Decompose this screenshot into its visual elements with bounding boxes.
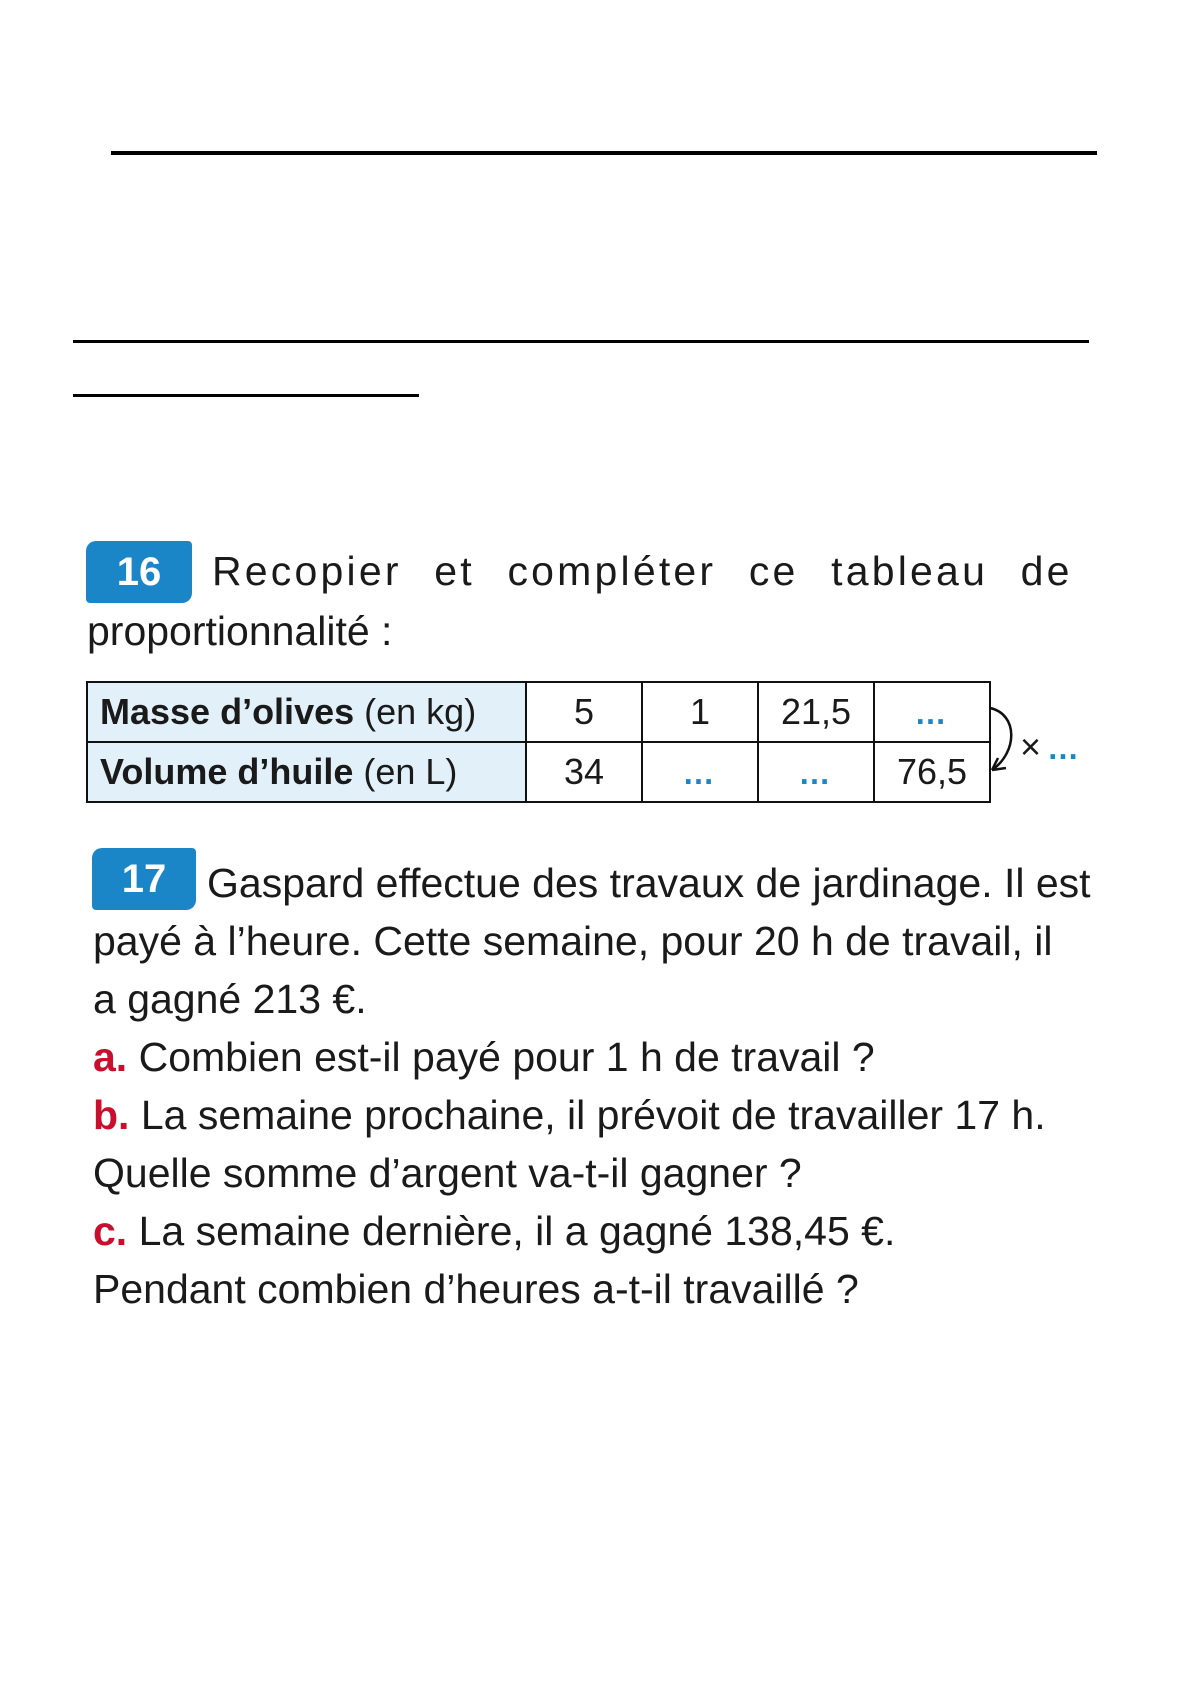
table-cell: 21,5 xyxy=(758,682,874,742)
proportionality-table xyxy=(86,681,991,803)
table-cell: 1 xyxy=(642,682,758,742)
row-header-mass: Masse d’olives (en kg) xyxy=(87,682,526,742)
multiplier-label: × … xyxy=(1020,726,1083,767)
table-cell-blank: … xyxy=(642,742,758,802)
row-header-volume: Volume d’huile (en L) xyxy=(87,742,526,802)
table-cell-blank: … xyxy=(874,682,990,742)
question-c-cont: Pendant combien d’heures a-t-il travaillé ? xyxy=(93,1266,859,1312)
table-cell-blank: … xyxy=(758,742,874,802)
table-row xyxy=(87,742,990,802)
answer-line-3 xyxy=(73,394,419,397)
table-cell: 34 xyxy=(526,742,642,802)
exercise-17-badge: 17 xyxy=(92,848,196,910)
exercise-17-intro-1: Gaspard effectue des travaux de jardinage. Il est xyxy=(207,860,1091,906)
answer-line-1 xyxy=(111,151,1097,155)
question-c: c. La semaine dernière, il a gagné 138,45 €. xyxy=(93,1208,896,1254)
exercise-17-intro-3: a gagné 213 €. xyxy=(93,976,367,1022)
table-cell: 76,5 xyxy=(874,742,990,802)
table-cell: 5 xyxy=(526,682,642,742)
exercise-16-badge: 16 xyxy=(86,541,192,603)
question-a: a. Combien est-il payé pour 1 h de travail ? xyxy=(93,1034,875,1080)
answer-line-2 xyxy=(73,340,1089,343)
exercise-16-instruction-cont: proportionnalité : xyxy=(87,608,393,654)
exercise-17-intro-2: payé à l’heure. Cette semaine, pour 20 h de travail, il xyxy=(93,918,1053,964)
question-b-cont: Quelle somme d’argent va-t-il gagner ? xyxy=(93,1150,802,1196)
multiply-arrow-icon xyxy=(984,700,1024,780)
table-row xyxy=(87,682,990,742)
exercise-16-instruction: Recopier et compléter ce tableau de xyxy=(212,548,1073,594)
question-b: b. La semaine prochaine, il prévoit de travailler 17 h. xyxy=(93,1092,1046,1138)
